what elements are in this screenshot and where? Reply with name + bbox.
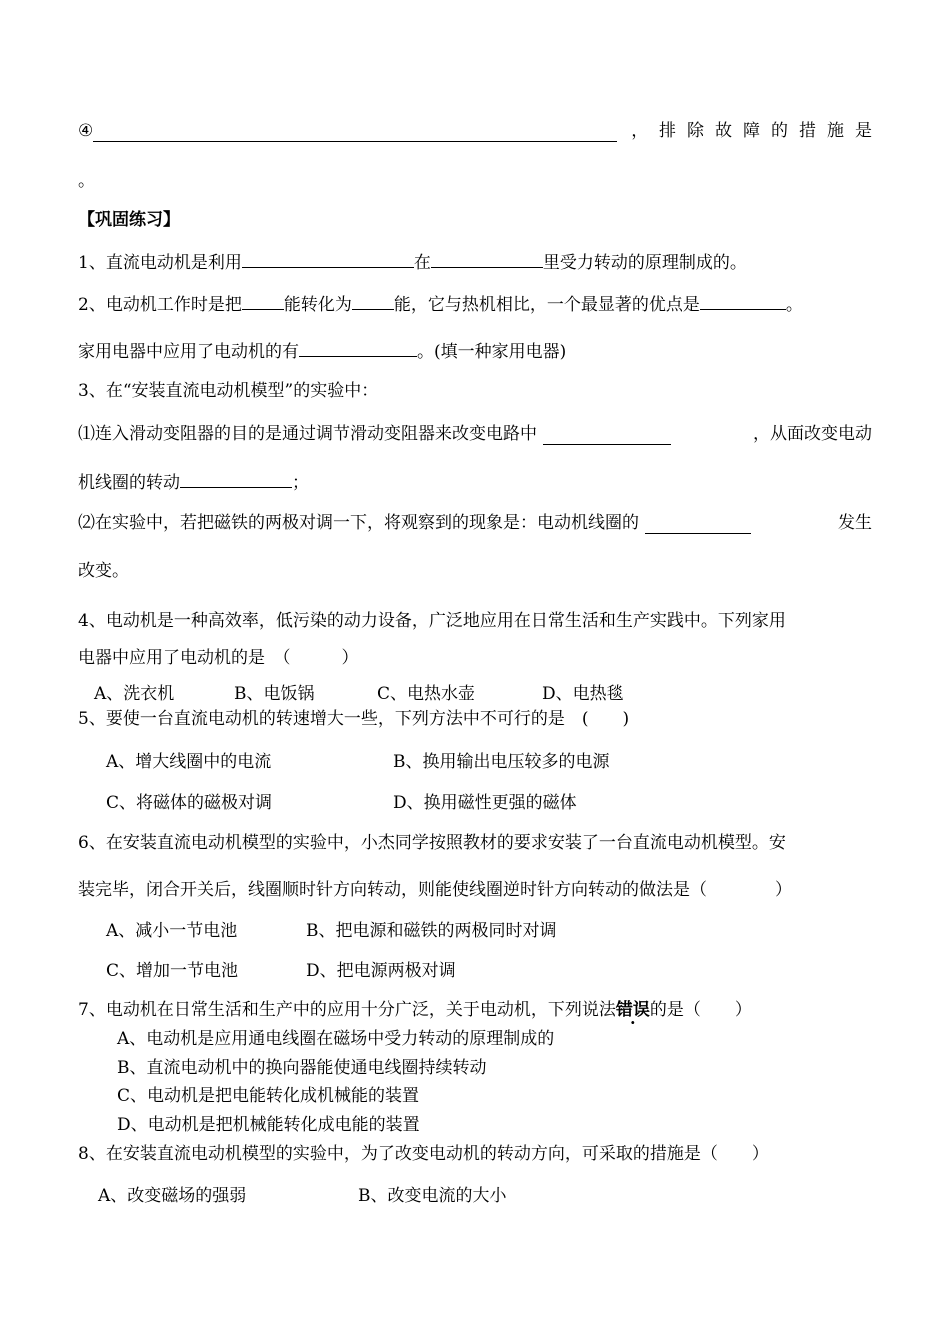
question-3-part1: ⑴连入滑动变阻器的目的是通过调节滑动变阻器来改变电路中 ，从面改变电动 [78,424,872,444]
q4-option-d[interactable]: D、电热毯 [542,684,624,704]
answer-blank[interactable] [180,470,292,488]
question-1: 1、直流电动机是利用 在 里受力转动的原理制成的。 [78,250,747,274]
q6-option-b[interactable]: B、把电源和磁铁的两极同时对调 [306,921,557,941]
q7-option-b[interactable]: B、直流电动机中的换向器能使通电线圈持续转动 [117,1058,487,1078]
q5-option-c[interactable]: C、将磁体的磁极对调 [106,793,273,813]
answer-blank[interactable] [431,250,543,268]
question-2: 2、电动机工作时是把 能转化为 能，它与热机相比，一个最显著的优点是 。 [78,292,803,316]
q7-option-a[interactable]: A、电动机是应用通电线圈在磁场中受力转动的原理制成的 [117,1029,555,1049]
q7-option-d[interactable]: D、电动机是把机械能转化成电能的装置 [117,1115,420,1135]
answer-blank[interactable] [645,516,751,534]
q4-option-c[interactable]: C、电热水壶 [377,684,476,704]
answer-blank[interactable] [700,292,786,310]
question-3-part2: ⑵在实验中，若把磁铁的两极对调一下，将观察到的现象是：电动机线圈的 发生 [78,513,872,533]
question-4: 4、电动机是一种高效率，低污染的动力设备，广泛地应用在日常生活和生产实践中。下列家用 [78,611,786,631]
answer-blank[interactable] [352,292,394,310]
q6-option-d[interactable]: D、把电源两极对调 [306,961,456,981]
question-6: 6、在安装直流电动机模型的实验中，小杰同学按照教材的要求安装了一台直流电动机模型。安 [78,833,786,853]
question-3: 3、在“安装直流电动机模型”的实验中： [78,381,379,401]
period-line: 。 [78,171,95,191]
fault-remedy-text: 排除故障的措施是 [659,121,883,141]
question-6-line2: 装完毕，闭合开关后，线圈顺时针方向转动，则能使线圈逆时针方向转动的做法是（ ） [78,880,792,900]
question-5: 5、要使一台直流电动机的转速增大一些，下列方法中不可行的是 ( ) [78,709,630,729]
answer-blank[interactable] [242,250,414,268]
q5-option-d[interactable]: D、换用磁性更强的磁体 [393,793,577,813]
question-3-part1-line2: 机线圈的转动 ； [78,470,309,494]
q8-option-b[interactable]: B、改变电流的大小 [358,1186,507,1206]
q4-option-b[interactable]: B、电饭锅 [234,684,315,704]
section-title: 【巩固练习】 [78,210,180,230]
q6-option-c[interactable]: C、增加一节电池 [106,961,239,981]
answer-blank[interactable] [543,427,671,445]
comma: ， [631,121,649,141]
q6-option-a[interactable]: A、减小一节电池 [106,921,238,941]
question-8: 8、在安装直流电动机模型的实验中，为了改变电动机的转动方向，可采取的措施是（ ） [78,1144,769,1164]
question-2-line2: 家用电器中应用了电动机的有 。(填一种家用电器) [78,339,566,363]
q5-option-b[interactable]: B、换用输出电压较多的电源 [393,752,610,772]
answer-blank[interactable] [93,124,617,142]
question-4-line2: 电器中应用了电动机的是 （ ） [78,648,359,668]
answer-blank[interactable] [242,292,284,310]
question-4-fault-line [78,120,883,142]
circled-number: ④ [78,121,94,141]
q7-option-c[interactable]: C、电动机是把电能转化成机械能的装置 [117,1086,420,1106]
q4-option-a[interactable]: A、洗衣机 [94,684,175,704]
question-3-part2-line2: 改变。 [78,561,129,581]
question-7: 7、电动机在日常生活和生产中的应用十分广泛，关于电动机，下列说法错误的是（ ） [78,1000,752,1020]
emphasized-word: 错误 [615,1000,650,1020]
answer-blank[interactable] [299,339,417,357]
q5-option-a[interactable]: A、增大线圈中的电流 [106,752,272,772]
q8-option-a[interactable]: A、改变磁场的强弱 [98,1186,247,1206]
